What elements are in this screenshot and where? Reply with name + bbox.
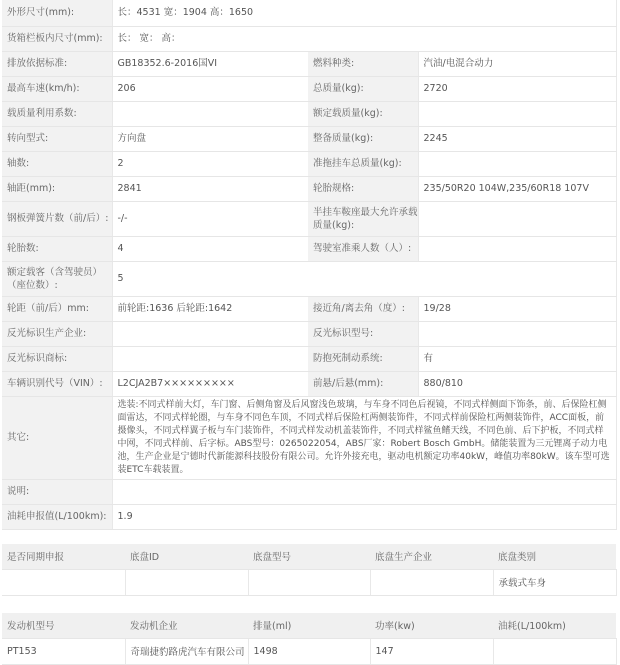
table-cell: 1498 <box>248 638 370 664</box>
spec-value: GB18352.6-2016国VI <box>112 51 308 76</box>
spec-label: 其它: <box>2 396 112 479</box>
spec-row <box>2 126 616 151</box>
column-header: 底盘类别 <box>493 544 616 570</box>
spec-label: 油耗申报值(L/100km): <box>2 504 112 529</box>
spec-label: 轮胎数: <box>2 236 112 261</box>
spec-label: 轴数: <box>2 151 112 176</box>
spec-row <box>2 151 616 176</box>
spec-label: 反光标识型号: <box>308 321 418 346</box>
spec-label: 燃料种类: <box>308 51 418 76</box>
spec-value: -/- <box>112 201 308 236</box>
spec-label: 半挂车鞍座最大允许承载质量(kg): <box>308 201 418 236</box>
spec-value <box>418 321 616 346</box>
column-header: 底盘型号 <box>248 544 370 570</box>
spec-value: 4 <box>112 236 308 261</box>
table-row <box>2 638 616 664</box>
table-cell <box>493 638 616 664</box>
chassis-table <box>2 544 617 596</box>
spec-value: 前轮距:1636 后轮距:1642 <box>112 296 308 321</box>
spec-row <box>2 0 616 26</box>
spec-label: 整备质量(kg): <box>308 126 418 151</box>
column-header: 排量(ml) <box>248 613 370 639</box>
spec-label: 前悬/后悬(mm): <box>308 371 418 396</box>
spec-table <box>2 0 617 530</box>
spec-label: 反光标识商标: <box>2 346 112 371</box>
spec-label: 轮胎规格: <box>308 176 418 201</box>
spec-row <box>2 261 616 296</box>
engine-table <box>2 613 617 665</box>
spec-label: 防抱死制动系统: <box>308 346 418 371</box>
other-description: 选装:不同式样前大灯，车门窗、后侧角窗及后风窗浅色玻璃，与车身不同色后视镜，不同式样侧面下饰条，前、后保险杠侧面雷达，不同式样轮圈，与车身不同色车顶，不同式样后保险杠两侧装饰件，不同式样前保险杠两侧装饰件，ACC面板，前摄像头，不同式样翼子板与车门装饰件，不同式样发动机盖装饰件，不同式样鲨鱼鳍天线，不同色前、后下护板，不同式样中网，不同式样前、后字标。ABS型号：0265022054，ABS厂家：Robert Bosch GmbH。储能装置为三元锂离子动力电池，生产企业是宁德时代新能源科技股份有限公司。允许外接充电，驱动电机额定功率40kW，峰值功率80kW。该车型可选装ETC车载装置。 <box>112 396 616 479</box>
spec-value <box>112 346 308 371</box>
spec-value <box>112 101 308 126</box>
column-header: 底盘ID <box>125 544 248 570</box>
spec-value: 方向盘 <box>112 126 308 151</box>
spec-label: 轴距(mm): <box>2 176 112 201</box>
table-header-row <box>2 544 616 570</box>
spec-label: 最高车速(km/h): <box>2 76 112 101</box>
spec-value <box>418 101 616 126</box>
spec-label: 准拖挂车总质量(kg): <box>308 151 418 176</box>
spec-value <box>418 236 616 261</box>
spacer <box>0 530 620 544</box>
column-header: 是否同期申报 <box>2 544 125 570</box>
spec-label: 额定载客（含驾驶员）（座位数）: <box>2 261 112 296</box>
spec-value: 长： 宽： 高： <box>112 26 616 51</box>
column-header: 发动机企业 <box>125 613 248 639</box>
spec-label: 反光标识生产企业: <box>2 321 112 346</box>
spec-label: 额定载质量(kg): <box>308 101 418 126</box>
spec-label: 轮距（前/后）mm: <box>2 296 112 321</box>
table-cell: 承载式车身 <box>493 569 616 595</box>
spec-value <box>418 151 616 176</box>
spec-value: 2245 <box>418 126 616 151</box>
spec-row <box>2 371 616 396</box>
spec-value <box>418 201 616 236</box>
column-header: 油耗(L/100km) <box>493 613 616 639</box>
spec-value: 2841 <box>112 176 308 201</box>
table-cell <box>2 569 125 595</box>
spacer <box>0 596 620 613</box>
column-header: 底盘生产企业 <box>370 544 493 570</box>
spec-label: 钢板弹簧片数（前/后）: <box>2 201 112 236</box>
spec-row <box>2 201 616 236</box>
spec-label: 排放依据标准: <box>2 51 112 76</box>
spec-value: 235/50R20 104W,235/60R18 107V <box>418 176 616 201</box>
spec-row <box>2 51 616 76</box>
spec-row-other <box>2 396 616 479</box>
spec-label: 载质量利用系数: <box>2 101 112 126</box>
spec-value: 880/810 <box>418 371 616 396</box>
spec-row <box>2 176 616 201</box>
spec-label: 转向型式: <box>2 126 112 151</box>
spec-row <box>2 504 616 529</box>
column-header: 功率(kw) <box>370 613 493 639</box>
spec-row <box>2 76 616 101</box>
spec-label: 车辆识别代号（VIN）: <box>2 371 112 396</box>
table-cell: 147 <box>370 638 493 664</box>
spec-value: 1.9 <box>112 504 616 529</box>
spec-value: 有 <box>418 346 616 371</box>
table-cell: 奇瑞捷豹路虎汽车有限公司 <box>125 638 248 664</box>
table-cell: PT153 <box>2 638 125 664</box>
spec-label: 驾驶室准乘人数（人）: <box>308 236 418 261</box>
spec-value: 5 <box>112 261 616 296</box>
spec-label: 接近角/离去角（度）: <box>308 296 418 321</box>
spec-row <box>2 346 616 371</box>
column-header: 发动机型号 <box>2 613 125 639</box>
spec-row <box>2 479 616 504</box>
spec-value <box>112 479 616 504</box>
spec-value: 206 <box>112 76 308 101</box>
table-cell <box>248 569 370 595</box>
spec-label: 货箱栏板内尺寸(mm): <box>2 26 112 51</box>
spec-value: L2CJA2B7××××××××× <box>112 371 308 396</box>
spec-label: 外形尺寸(mm): <box>2 0 112 26</box>
spec-value: 2 <box>112 151 308 176</box>
spec-value <box>112 321 308 346</box>
table-cell <box>125 569 248 595</box>
spec-row <box>2 296 616 321</box>
spec-value: 2720 <box>418 76 616 101</box>
spec-value: 19/28 <box>418 296 616 321</box>
spec-label: 总质量(kg): <box>308 76 418 101</box>
spec-row <box>2 26 616 51</box>
table-row <box>2 569 616 595</box>
table-cell <box>370 569 493 595</box>
spec-value: 汽油/电混合动力 <box>418 51 616 76</box>
spec-row <box>2 101 616 126</box>
spec-label: 说明: <box>2 479 112 504</box>
spec-value: 长：4531 宽：1904 高：1650 <box>112 0 616 26</box>
spec-row <box>2 236 616 261</box>
spec-row <box>2 321 616 346</box>
table-header-row <box>2 613 616 639</box>
